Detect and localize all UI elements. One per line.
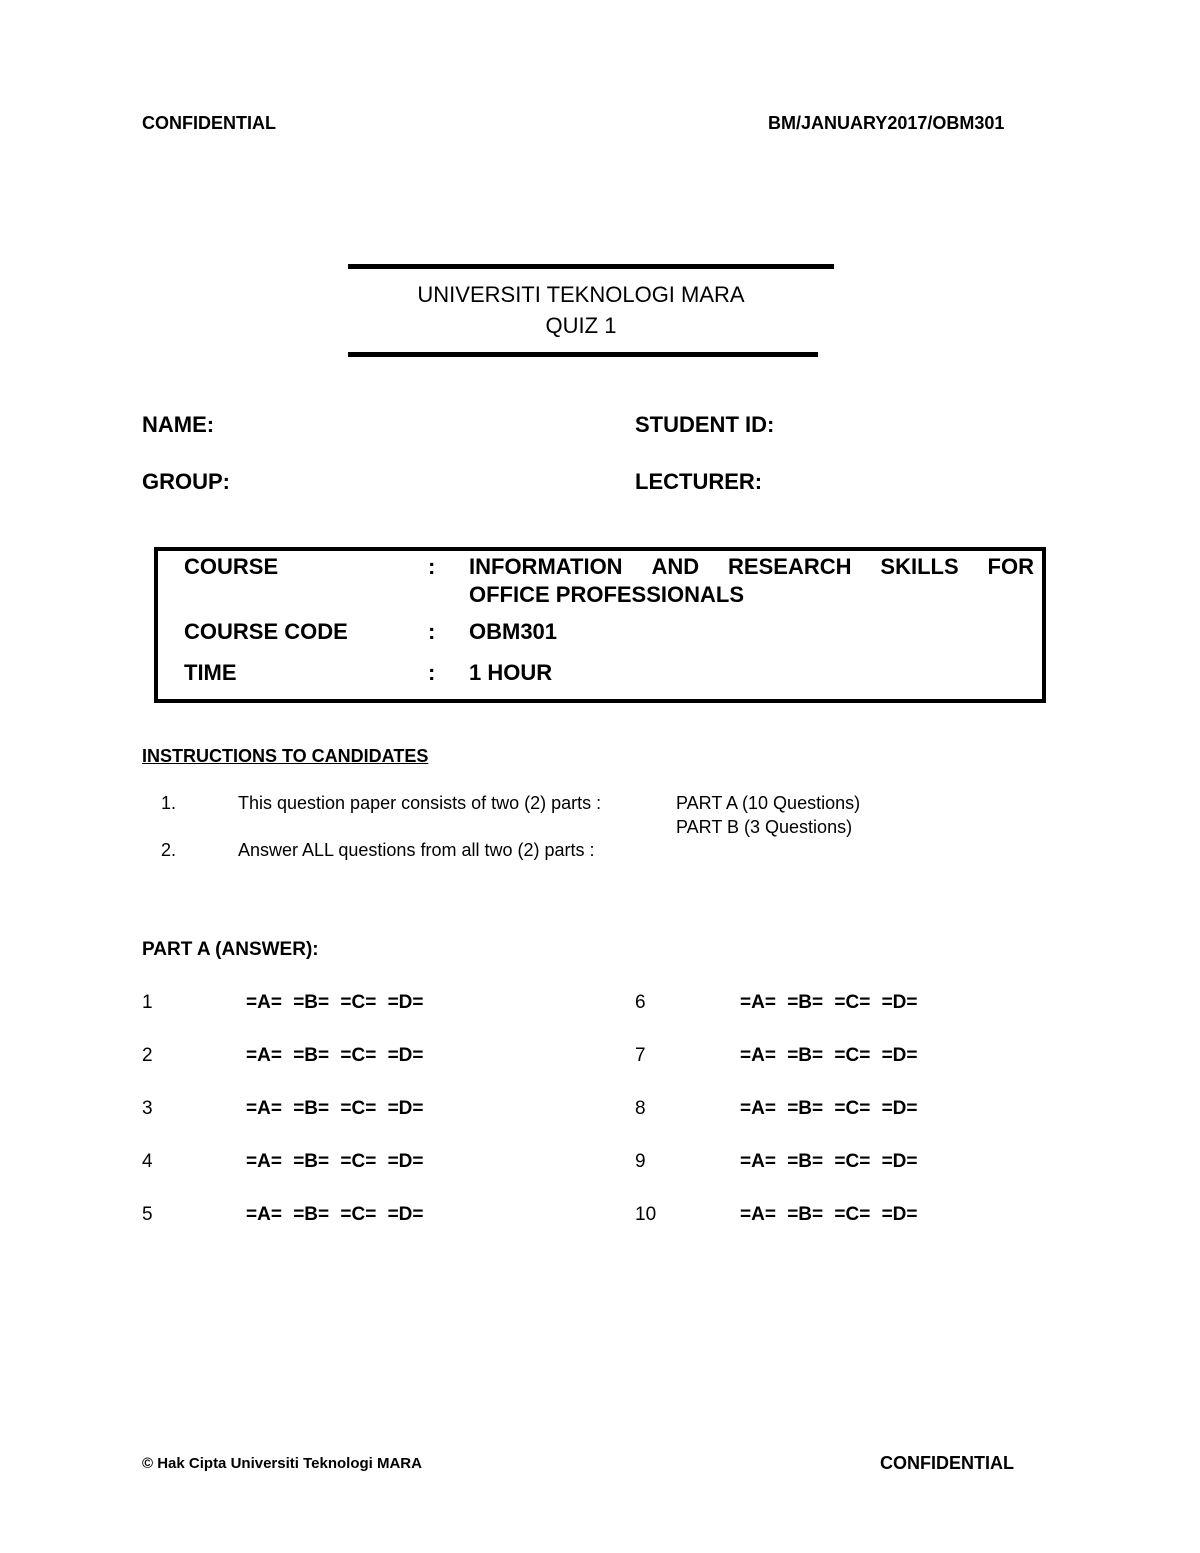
answer-options[interactable]: =A= =B= =C= =D= (246, 1045, 424, 1066)
course-word: SKILLS (880, 554, 959, 579)
course-word: RESEARCH (728, 554, 852, 579)
answer-options[interactable]: =A= =B= =C= =D= (740, 1098, 918, 1119)
answer-options[interactable]: =A= =B= =C= =D= (740, 1045, 918, 1066)
student-id-label: STUDENT ID: (635, 412, 775, 437)
course-word: INFORMATION (469, 554, 623, 579)
answer-options[interactable]: =A= =B= =C= =D= (740, 1151, 918, 1172)
footer-confidential: CONFIDENTIAL (880, 1453, 1014, 1473)
answer-options[interactable]: =A= =B= =C= =D= (740, 1204, 918, 1225)
instruction-2-text: Answer ALL questions from all two (2) parts : (238, 840, 595, 860)
time-value: 1 HOUR (469, 660, 553, 685)
answer-options[interactable]: =A= =B= =C= =D= (246, 1098, 424, 1119)
part-a-title: PART A (ANSWER): (142, 939, 319, 960)
course-code-label: COURSE CODE (184, 619, 348, 644)
answer-options[interactable]: =A= =B= =C= =D= (246, 1204, 424, 1225)
time-colon: : (428, 660, 436, 685)
quiz-title: QUIZ 1 (545, 313, 617, 338)
course-code-value: OBM301 (469, 619, 558, 644)
course-value-line1 (469, 554, 1034, 580)
title-top-rule (348, 264, 834, 269)
course-value-line2: OFFICE PROFESSIONALS (469, 582, 745, 607)
university-title: UNIVERSITI TEKNOLOGI MARA (417, 282, 745, 307)
lecturer-label: LECTURER: (635, 469, 763, 494)
question-number: 8 (635, 1098, 646, 1119)
answer-options[interactable]: =A= =B= =C= =D= (246, 1151, 424, 1172)
course-info-box (154, 547, 1046, 703)
instruction-2-number: 2. (161, 840, 177, 860)
answer-options[interactable]: =A= =B= =C= =D= (740, 992, 918, 1013)
answer-options[interactable]: =A= =B= =C= =D= (246, 992, 424, 1013)
question-number: 3 (142, 1098, 153, 1119)
question-number: 6 (635, 992, 646, 1013)
instruction-1-number: 1. (161, 793, 177, 813)
question-number: 9 (635, 1151, 646, 1172)
question-number: 2 (142, 1045, 153, 1066)
question-number: 7 (635, 1045, 646, 1066)
header-paper-code: BM/JANUARY2017/OBM301 (768, 113, 1005, 133)
instruction-1-text: This question paper consists of two (2) parts : (238, 793, 602, 813)
instructions-title: INSTRUCTIONS TO CANDIDATES (142, 746, 429, 766)
name-label: NAME: (142, 412, 215, 437)
course-label: COURSE (184, 554, 279, 579)
course-word: FOR (987, 554, 1034, 579)
question-number: 10 (635, 1204, 657, 1225)
group-label: GROUP: (142, 469, 230, 494)
course-word: AND (651, 554, 700, 579)
course-code-colon: : (428, 619, 436, 644)
question-number: 5 (142, 1204, 153, 1225)
header-confidential: CONFIDENTIAL (142, 113, 276, 133)
question-number: 4 (142, 1151, 153, 1172)
title-bottom-rule (348, 352, 818, 357)
question-number: 1 (142, 992, 153, 1013)
footer-copyright: © Hak Cipta Universiti Teknologi MARA (142, 1455, 422, 1472)
course-colon: : (428, 554, 436, 579)
instruction-1-part-b: PART B (3 Questions) (676, 817, 853, 837)
time-label: TIME (184, 660, 237, 685)
instruction-1-part-a: PART A (10 Questions) (676, 793, 861, 813)
